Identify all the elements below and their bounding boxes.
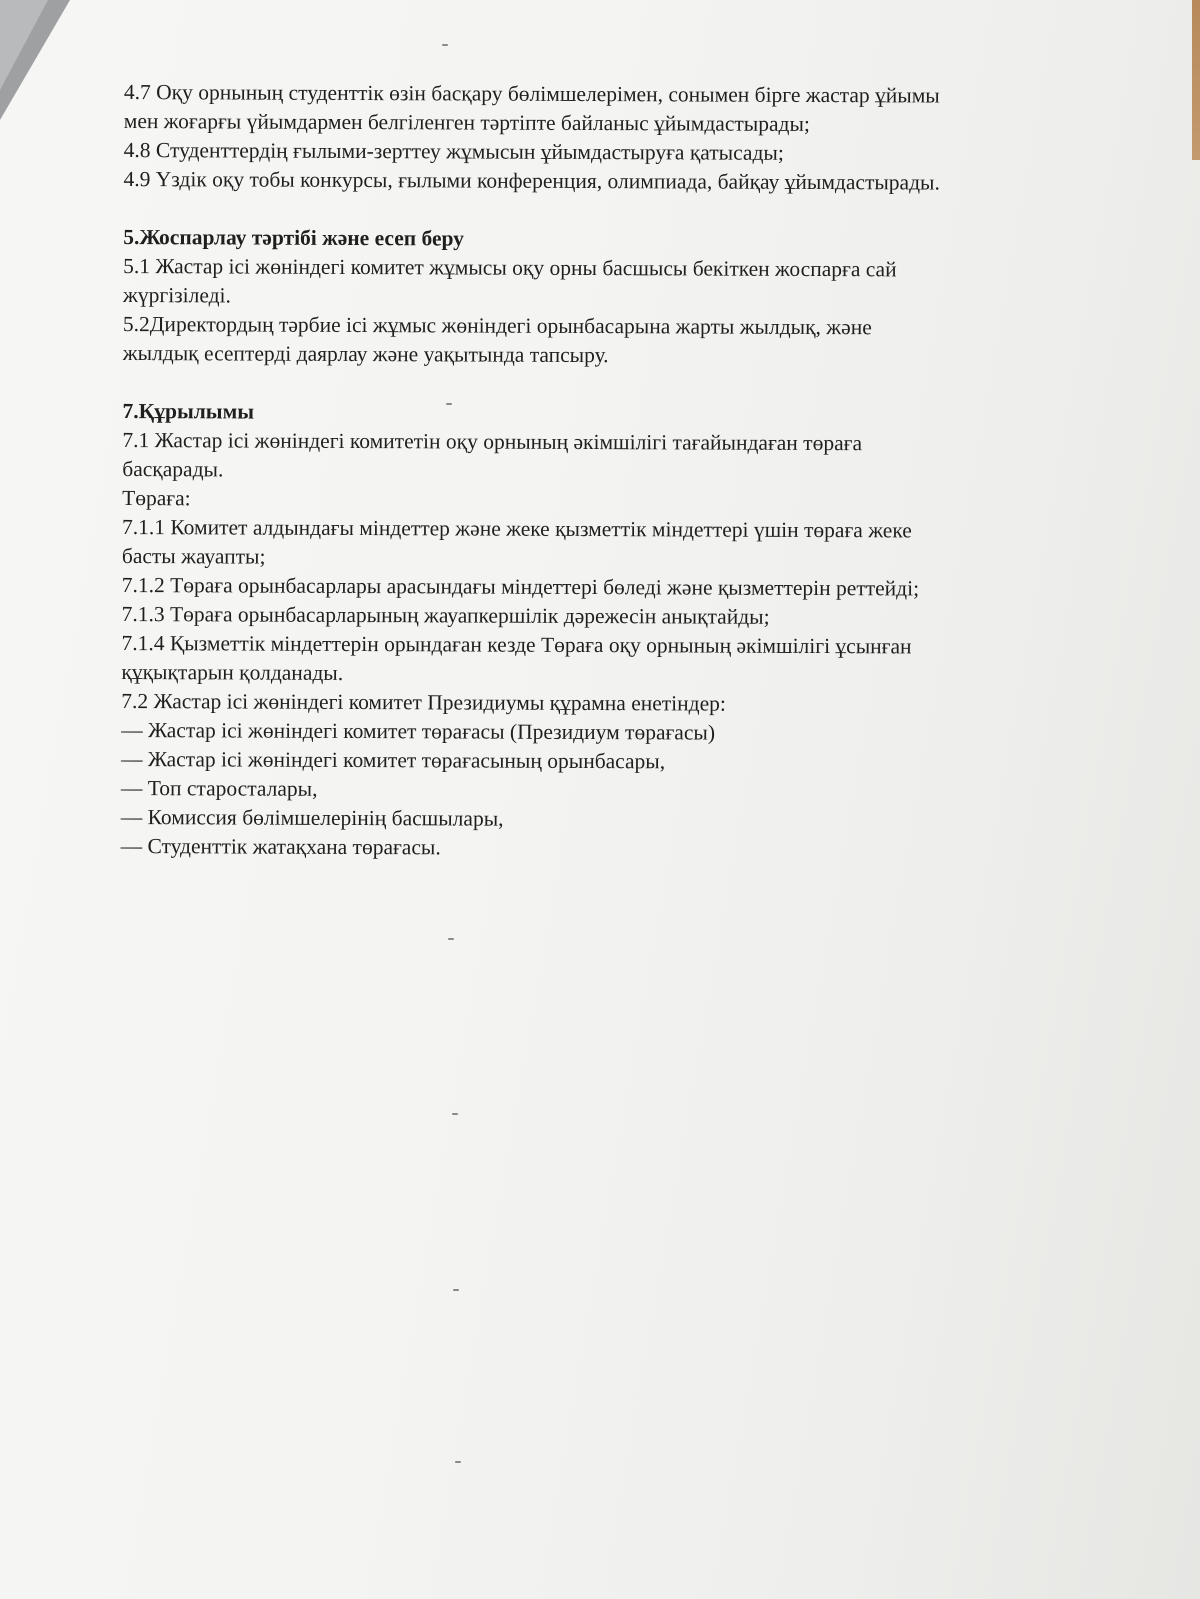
text-line: мен жоғарғы үйымдармен белгіленген тәртіпте байланыс ұйымдастырады; <box>123 108 810 136</box>
scan-speck <box>453 1289 459 1291</box>
text-line: 7.1.1 Комитет алдындағы міндеттер және жеке қызметтік міндеттері үшін төраға жеке <box>121 514 912 543</box>
text-line: құқықтарын қолданады. <box>121 659 344 685</box>
paragraph-gap <box>123 194 1103 227</box>
section-heading: 7.Құрылымы <box>122 398 255 424</box>
scan-speck <box>442 44 448 46</box>
text-line: 7.1.2 Төраға орынбасарлары арасындағы міндеттері бөледі және қызметтерін реттейді; <box>121 572 920 601</box>
text-line: жылдық есептерді даярлау және уақытында тапсыру. <box>122 340 609 368</box>
text-line: 7.1 Жастар ісі жөніндегі комитетін оқу орнының әкімшілігі тағайындаған төраға <box>122 427 863 456</box>
text-line: басқарады. <box>122 456 224 482</box>
scan-speck <box>452 1113 458 1115</box>
text-line: — Топ старосталары, <box>120 775 318 801</box>
text-line: Төраға: <box>122 485 191 511</box>
text-line: 7.1.4 Қызметтік міндеттерін орындаған кезде Төраға оқу орнының әкімшілігі ұсынған <box>121 630 912 659</box>
section-heading: 5.Жоспарлау тәртібі және есеп беру <box>123 224 465 251</box>
document-body <box>121 78 1104 865</box>
text-line: басты жауапты; <box>121 543 266 569</box>
scan-speck <box>448 938 454 940</box>
background-edge <box>1192 0 1200 160</box>
text-line: 7.2 Жастар ісі жөніндегі комитет Президиумы құрамна енетіндер: <box>121 688 726 716</box>
text-line: — Жастар ісі жөніндегі комитет төрағасы (Президиум төрағасы) <box>121 717 716 745</box>
text-line: жүргізіледі. <box>123 282 231 308</box>
folded-corner <box>0 0 48 90</box>
text-line: — Студенттік жатақхана төрағасы. <box>120 833 441 860</box>
text-line: — Жастар ісі жөніндегі комитет төрағасының орынбасары, <box>120 746 666 774</box>
paragraph-gap <box>123 368 1103 401</box>
text-line: 4.7 Оқу орнының студенттік өзін басқару бөлімшелерімен, сонымен бірге жастар ұйымы <box>123 79 940 108</box>
text-line: 7.1.3 Төраға орынбасарларының жауапкершілік дәрежесін анықтайды; <box>121 601 770 629</box>
text-line: 4.8 Студенттердің ғылыми-зерттеу жұмысын ұйымдастыруға қатысады; <box>123 137 784 165</box>
text-line: 5.1 Жастар ісі жөніндегі комитет жұмысы оқу орны басшысы бекіткен жоспарға сай <box>123 253 897 282</box>
text-line: — Комиссия бөлімшелерінің басшылары, <box>120 804 504 831</box>
scan-speck <box>455 1461 461 1463</box>
text-line: 4.9 Үздік оқу тобы конкурсы, ғылыми конференция, олимпиада, байқау ұйымдастырады. <box>123 166 940 195</box>
text-line: 5.2Директордың тәрбие ісі жұмыс жөніндегі орынбасарына жарты жылдық, және <box>122 311 872 340</box>
